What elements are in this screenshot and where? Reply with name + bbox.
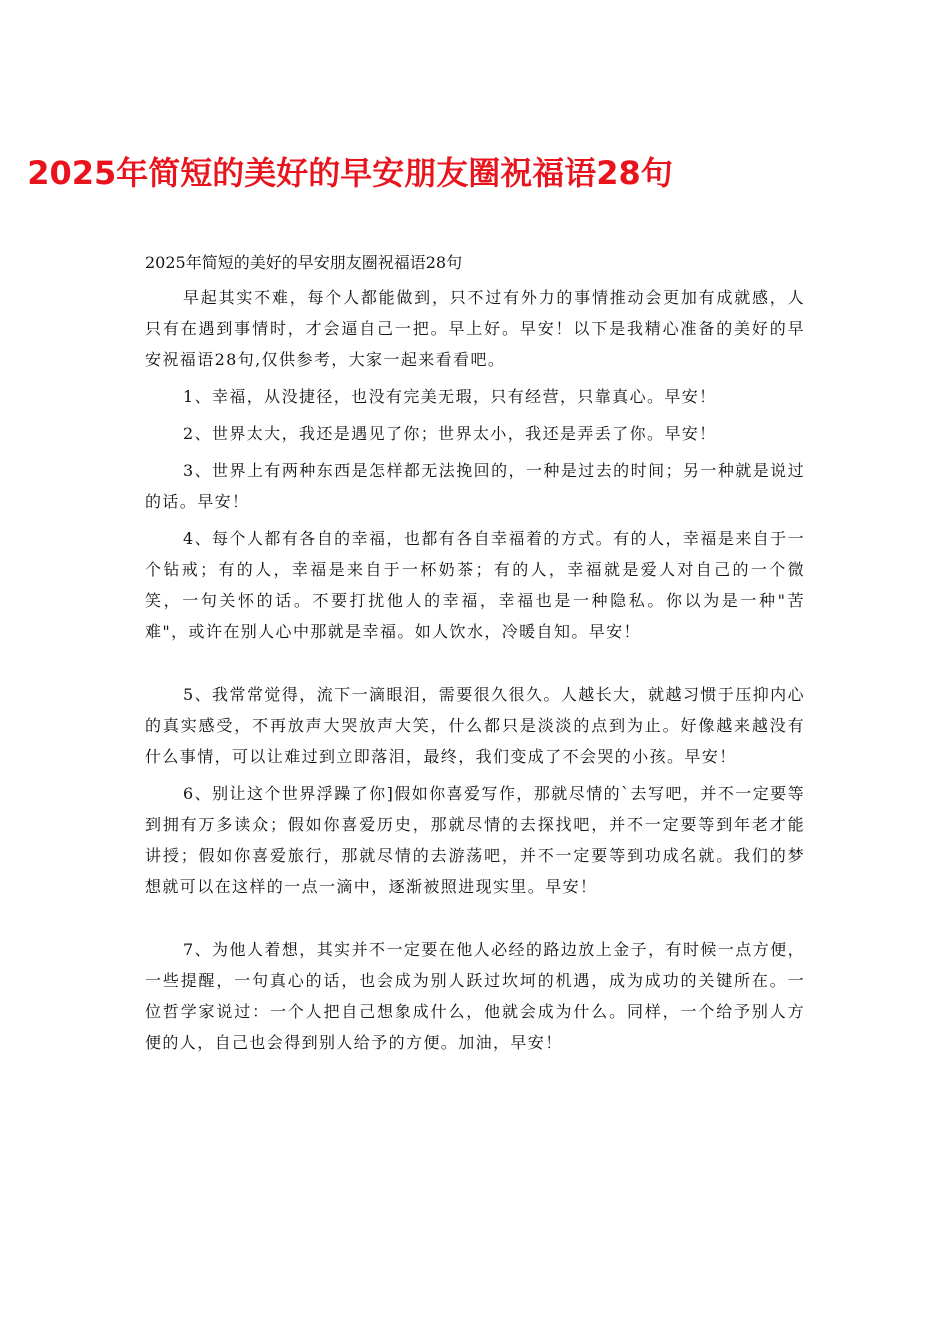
list-item: 3、世界上有两种东西是怎样都无法挽回的，一种是过去的时间；另一种就是说过的话。早安！ [145,461,805,511]
document-subtitle: 2025年简短的美好的早安朋友圈祝福语28句 [145,253,463,272]
paragraph-spacer [145,902,805,934]
document-title: 2025年简短的美好的早安朋友圈祝福语28句 [27,154,673,192]
list-item: 5、我常常觉得，流下一滴眼泪，需要很久很久。人越长大，就越习惯于压抑内心的真实感受，不再放声大哭放声大笑，什么都只是淡淡的点到为止。好像越来越没有什么事情，可以让难过到立即落泪，最终，我们变成了不会哭的小孩。早安！ [145,685,805,766]
list-item: 1、幸福，从没捷径，也没有完美无瑕，只有经营，只靠真心。早安！ [183,387,717,406]
document-body [145,247,805,1058]
list-item: 4、每个人都有各自的幸福，也都有各自幸福着的方式。有的人，幸福是来自于一个钻戒；有的人，幸福是来自于一杯奶茶；有的人，幸福就是爱人对自己的一个微笑，一句关怀的话。不要打扰他人的幸福，幸福也是一种隐私。你以为是一种"苦难"，或许在别人心中那就是幸福。如人饮水，冷暖自知。早安！ [145,529,805,641]
paragraph-spacer [145,647,805,679]
list-item: 2、世界太大，我还是遇见了你；世界太小，我还是弄丢了你。早安！ [183,424,717,443]
list-item: 6、别让这个世界浮躁了你]假如你喜爱写作，那就尽情的`去写吧，并不一定要等到拥有万多读众；假如你喜爱历史，那就尽情的去探找吧，并不一定要等到年老才能讲授；假如你喜爱旅行，那就尽情的去游荡吧，并不一定要等到功成名就。我们的梦想就可以在这样的一点一滴中，逐渐被照进现实里。早安！ [145,784,805,896]
intro-paragraph: 早起其实不难，每个人都能做到，只不过有外力的事情推动会更加有成就感，人只有在遇到事情时，才会逼自己一把。早上好。早安！以下是我精心准备的美好的早安祝福语28句,仅供参考，大家一起来看看吧。 [145,288,805,369]
list-item: 7、为他人着想，其实并不一定要在他人必经的路边放上金子，有时候一点方便，一些提醒，一句真心的话，也会成为别人跃过坎坷的机遇，成为成功的关键所在。一位哲学家说过：一个人把自己想象成什么，他就会成为什么。同样，一个给予别人方便的人，自己也会得到别人给予的方便。加油，早安！ [145,940,805,1052]
